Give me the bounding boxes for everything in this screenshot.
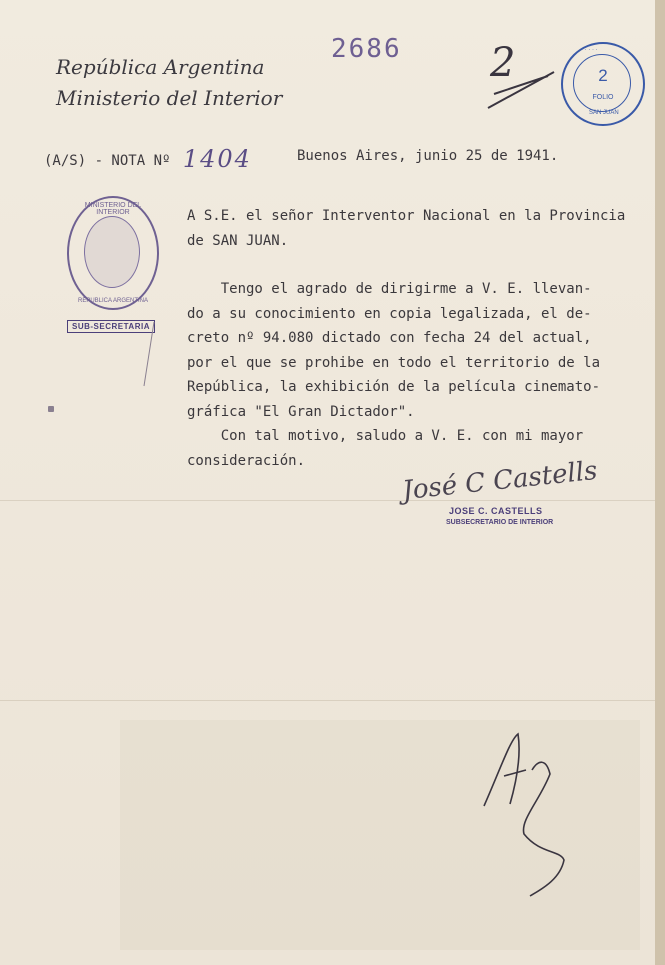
letterhead-country: República Argentina — [56, 55, 265, 79]
handwritten-signature: José C Castells — [400, 455, 599, 507]
signer-name: JOSE C. CASTELLS — [449, 506, 543, 516]
body-line: por el que se prohibe en todo el territorio de la — [187, 354, 601, 371]
handwritten-mark: 2 — [490, 40, 516, 86]
handwritten-initials — [480, 730, 610, 900]
subsecretaria-stamp: SUB-SECRETARIA — [67, 320, 155, 333]
folio-stamp-top-text: · · · · · — [581, 47, 598, 53]
coat-of-arms-icon — [84, 216, 140, 288]
handwritten-stroke — [484, 66, 564, 112]
letter-body — [187, 277, 627, 473]
margin-mark — [48, 406, 54, 412]
folio-label: FOLIO — [592, 94, 614, 101]
letterhead — [56, 52, 282, 114]
folio-stamp — [561, 42, 645, 126]
place-date: Buenos Aires, junio 25 de 1941. — [297, 148, 559, 164]
seal-text-bottom: REPUBLICA ARGENTINA — [77, 298, 149, 304]
note-reference — [44, 143, 252, 171]
ministry-seal — [67, 196, 159, 310]
paper-fold-line — [0, 700, 665, 701]
registry-number: 2686 — [331, 34, 402, 64]
addressee-line-2: de SAN JUAN. — [187, 233, 289, 249]
body-line: do a su conocimiento en copia legalizada, el de- — [187, 305, 592, 322]
body-line: consideración. — [187, 452, 306, 469]
paper-edge — [655, 0, 665, 965]
letterhead-ministry: Ministerio del Interior — [56, 86, 283, 110]
signer-title: SUBSECRETARIO DE INTERIOR — [446, 519, 554, 526]
pen-line — [140, 320, 160, 390]
body-line: gráfica "El Gran Dictador". — [187, 403, 415, 420]
paper-fold-line — [0, 500, 665, 501]
note-prefix: (A/S) - NOTA Nº — [44, 153, 171, 169]
body-line: creto nº 94.080 dictado con fecha 24 del actual, — [187, 330, 592, 346]
folio-number: 2 — [598, 66, 608, 85]
seal-text-top: MINISTERIO DEL INTERIOR — [84, 202, 142, 216]
folio-bottom-text: SAN JUAN — [589, 110, 619, 116]
addressee — [187, 204, 625, 254]
note-number: 1404 — [182, 145, 252, 173]
addressee-line-1: A S.E. el señor Interventor Nacional en la Provincia — [187, 208, 626, 224]
body-line: Con tal motivo, saludo a V. E. con mi mayor — [187, 428, 584, 444]
body-line: República, la exhibición de la película cinemato- — [187, 379, 601, 395]
body-line: Tengo el agrado de dirigirme a V. E. llevan- — [187, 281, 592, 297]
